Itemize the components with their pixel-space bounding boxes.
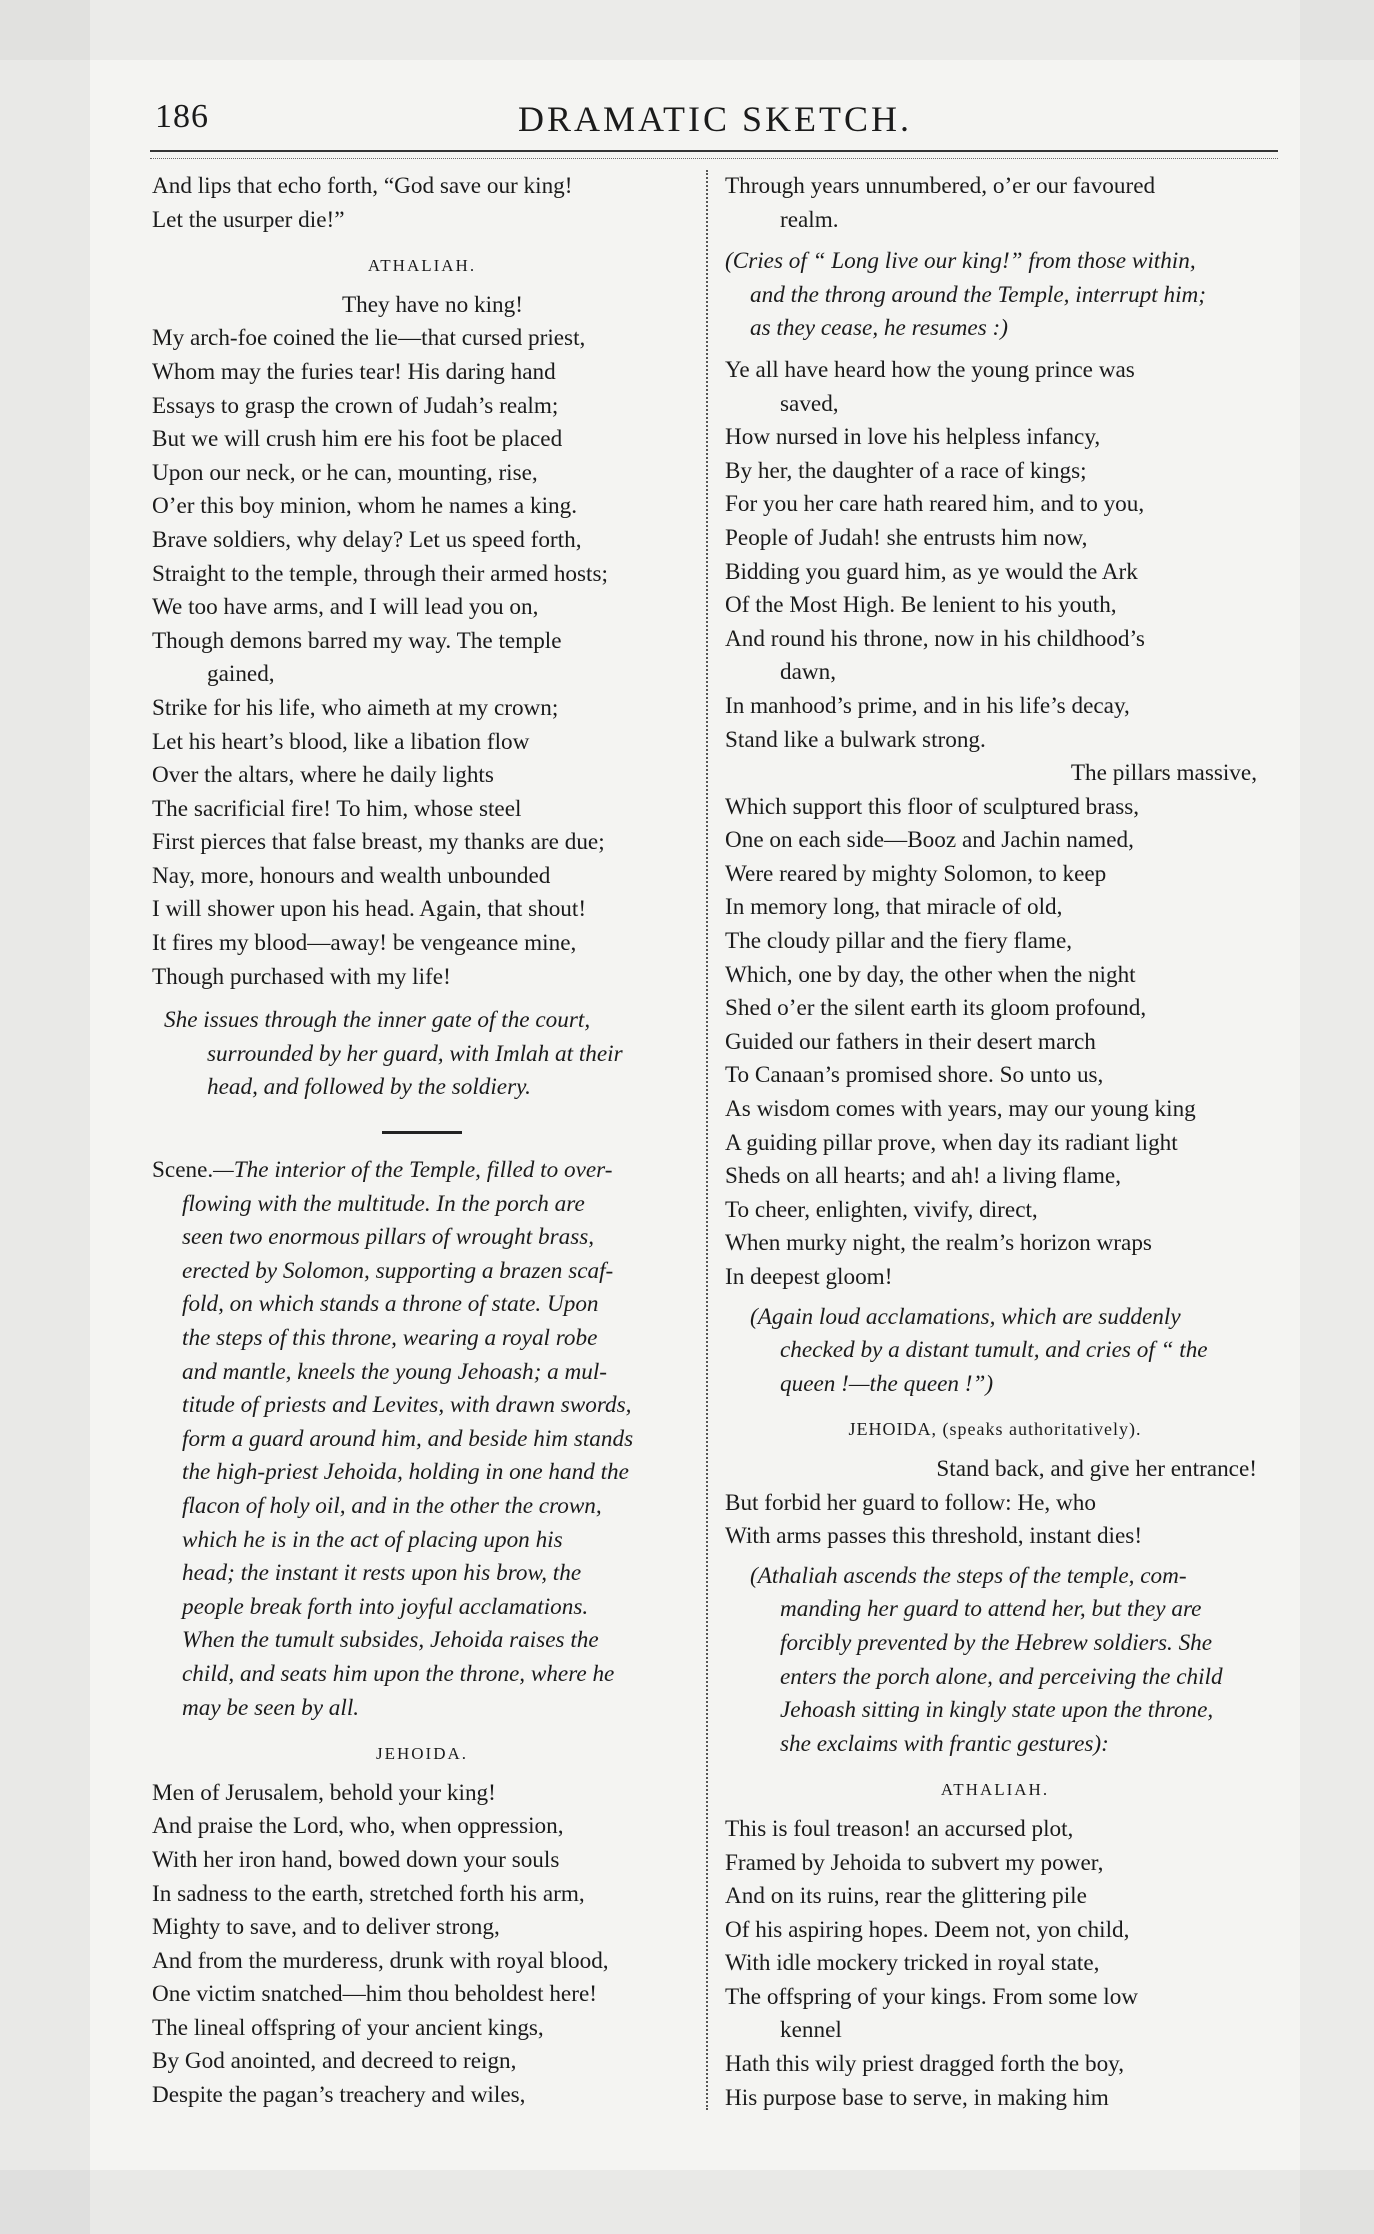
verse-line: Essays to grasp the crown of Judah’s realm; [152,392,559,419]
stage-direction: as they cease, he resumes :) [750,315,1008,342]
verse-line: By her, the daughter of a race of kings; [725,457,1087,484]
verse-line: Which support this floor of sculptured brass, [725,793,1140,820]
verse-line: Though demons barred my way. The temple [152,627,562,654]
verse-line: In memory long, that miracle of old, [725,894,1063,921]
verse-line: kennel [780,2017,842,2044]
stage-direction: (Cries of “ Long live our king!” from those within, [725,248,1196,275]
verse-line: Strike for his life, who aimeth at my crown; [152,694,559,721]
speaker-heading: ATHALIAH. [367,256,477,276]
stage-direction: form a guard around him, and beside him stands [182,1425,634,1452]
scene-text: —The interior of the Temple, filled to over- [213,1157,613,1184]
verse-line: To Canaan’s promised shore. So unto us, [725,1062,1104,1089]
verse-line: But we will crush him ere his foot be placed [152,426,563,453]
verse-line: With arms passes this threshold, instant dies! [725,1523,1143,1550]
scan-noise [0,0,1374,60]
verse-line: Stand like a bulwark strong. [725,726,986,753]
verse-line: With her iron hand, bowed down your souls [152,1846,560,1873]
stage-direction: head; the instant it rests upon his brow, the [182,1560,582,1587]
verse-line: My arch-foe coined the lie—that cursed priest, [152,325,586,352]
verse-line: Hath this wily priest dragged forth the boy, [725,2051,1125,2078]
scene-description [152,1154,692,1725]
scan-noise [0,2170,1374,2234]
stage-direction: When the tumult subsides, Jehoida raises the [182,1627,599,1654]
verse-line: Mighty to save, and to deliver strong, [152,1914,500,1941]
verse-line: Straight to the temple, through their armed hosts; [152,560,608,587]
verse-line: Let his heart’s blood, like a libation flow [152,728,530,755]
verse-line: Through years unnumbered, o’er our favoured [725,173,1156,199]
running-title: DRAMATIC SKETCH. [517,99,913,139]
verse-line: And on its ruins, rear the glittering pile [725,1883,1087,1910]
verse-line: Guided our fathers in their desert march [725,1028,1096,1055]
verse-line: saved, [780,390,839,417]
stage-direction: enters the porch alone, and perceiving the child [780,1663,1223,1690]
verse-line: Of the Most High. Be lenient to his youth, [725,592,1117,619]
verse-line: Nay, more, honours and wealth unbounded [152,862,551,889]
verse-line: A guiding pillar prove, when day its radiant light [725,1129,1178,1156]
stage-direction: erected by Solomon, supporting a brazen scaf- [182,1257,614,1284]
verse-line: Stand back, and give her entrance! [936,1455,1257,1482]
stage-direction: seen two enormous pillars of wrought brass, [182,1224,595,1251]
verse-line: Though purchased with my life! [152,963,451,990]
verse-line: In sadness to the earth, stretched forth his arm, [152,1880,585,1907]
header-rule [150,150,1278,159]
verse-line: How nursed in love his helpless infancy, [725,424,1101,451]
section-rule [382,1131,462,1134]
verse-line: In deepest gloom! [725,1264,893,1290]
verse-line: This is foul treason! an accursed plot, [725,1815,1074,1842]
stage-direction: manding her guard to attend her, but they are [780,1596,1202,1623]
page-number: 186 [155,98,209,135]
stage-direction: head, and followed by the soldiery. [207,1074,531,1101]
verse-line: O’er this boy minion, whom he names a king. [152,493,578,520]
verse-line: Which, one by day, the other when the night [725,961,1136,988]
verse-line: Over the altars, where he daily lights [152,762,494,789]
verse-line: First pierces that false breast, my thanks are due; [152,829,605,856]
stage-direction: which he is in the act of placing upon his [182,1526,563,1553]
verse-line: In manhood’s prime, and in his life’s decay, [725,692,1130,719]
verse-line: The lineal offspring of your ancient kings, [152,2014,544,2041]
stage-direction: (Again loud acclamations, which are suddenly [750,1303,1181,1330]
verse-line: Let the usurper die!” [152,206,345,233]
stage-direction: She issues through the inner gate of the court, [164,1007,591,1034]
verse-line: And round his throne, now in his childhood’s [725,625,1145,652]
verse-line: And lips that echo forth, “God save our king! [152,173,573,199]
verse-line: The pillars massive, [1070,760,1257,787]
scene-label: Scene. [152,1157,214,1184]
verse-line: One victim snatched—him thou beholdest here! [152,1981,597,2008]
verse-line: Of his aspiring hopes. Deem not, yon child, [725,1916,1130,1943]
speaker-heading: ATHALIAH. [940,1780,1050,1800]
stage-direction: she exclaims with frantic gestures): [780,1730,1109,1757]
verse-line: Despite the pagan’s treachery and wiles, [152,2082,526,2109]
verse-line: Framed by Jehoida to subvert my power, [725,1849,1104,1876]
stage-direction: titude of priests and Levites, with drawn swords, [182,1392,632,1419]
verse-line: The offspring of your kings. From some low [725,1983,1139,2010]
right-column [725,170,1265,2115]
verse-line: dawn, [780,659,837,686]
scan-noise [1300,0,1374,2234]
verse-line: Shed o’er the silent earth its gloom profound, [725,995,1147,1022]
page-header [155,98,1275,148]
stage-direction: and mantle, kneels the young Jehoash; a mul- [182,1358,607,1385]
verse-line: Whom may the furies tear! His daring hand [152,358,556,385]
verse-line: As wisdom comes with years, may our young king [725,1096,1196,1123]
verse-line: Bidding you guard him, as ye would the Ark [725,558,1138,585]
verse-line: The cloudy pillar and the fiery flame, [725,928,1073,955]
stage-direction: (Athaliah ascends the steps of the temple, com- [750,1562,1187,1589]
stage-direction: fold, on which stands a throne of state. Upon [182,1291,599,1318]
stage-direction: flowing with the multitude. In the porch are [182,1190,585,1217]
verse-line: With idle mockery tricked in royal state, [725,1950,1100,1977]
stage-direction: and the throng around the Temple, interrupt him; [750,281,1207,308]
verse-line: Were reared by mighty Solomon, to keep [725,860,1107,887]
stage-direction: checked by a distant tumult, and cries of “ the [780,1337,1208,1364]
verse-line: When murky night, the realm’s horizon wraps [725,1230,1152,1257]
stage-direction: Jehoash sitting in kingly state upon the throne, [780,1697,1214,1724]
verse-line: By God anointed, and decreed to reign, [152,2048,517,2075]
verse-line: I will shower upon his head. Again, that shout! [152,896,587,923]
stage-direction: surrounded by her guard, with Imlah at their [207,1040,623,1067]
stage-direction: forcibly prevented by the Hebrew soldiers. She [780,1629,1213,1656]
verse-line: realm. [780,206,839,233]
stage-direction: the high-priest Jehoida, holding in one hand the [182,1459,629,1486]
verse-line: Ye all have heard how the young prince was [725,356,1135,383]
verse-line: And from the murderess, drunk with royal blood, [152,1947,609,1974]
verse-line: Men of Jerusalem, behold your king! [152,1779,496,1806]
verse-line: It fires my blood—away! be vengeance mine, [152,930,577,957]
stage-direction: flacon of holy oil, and in the other the crown, [182,1492,602,1519]
speaker-heading: JEHOIDA, (speaks authoritatively). [848,1419,1142,1440]
verse-line: Upon our neck, or he can, mounting, rise, [152,459,538,486]
stage-direction: people break forth into joyful acclamations. [182,1593,589,1620]
verse-line: We too have arms, and I will lead you on, [152,594,539,621]
verse-line: gained, [207,661,275,688]
verse-line: For you her care hath reared him, and to you, [725,491,1145,518]
verse-line: To cheer, enlighten, vivify, direct, [725,1196,1038,1223]
verse-line: The sacrificial fire! To him, whose steel [152,795,522,822]
verse-line: People of Judah! she entrusts him now, [725,524,1088,551]
speaker-heading: JEHOIDA. [375,1744,469,1764]
column-divider [706,170,708,2110]
verse-line: His purpose base to serve, in making him [725,2084,1109,2111]
stage-direction [152,1154,692,1188]
verse-line: And praise the Lord, who, when oppression, [152,1813,564,1840]
scan-noise [0,0,90,2234]
verse-line: Sheds on all hearts; and ah! a living flame, [725,1163,1122,1190]
stage-direction: child, and seats him upon the throne, where he [182,1660,615,1687]
verse-line: One on each side—Booz and Jachin named, [725,827,1134,854]
verse-line: But forbid her guard to follow: He, who [725,1489,1096,1516]
left-column [152,170,692,2113]
stage-direction: queen !—the queen !”) [780,1370,994,1397]
stage-direction: may be seen by all. [182,1694,360,1721]
verse-line: Brave soldiers, why delay? Let us speed forth, [152,526,582,553]
stage-direction: the steps of this throne, wearing a royal robe [182,1325,598,1351]
verse-line: They have no king! [342,291,523,318]
